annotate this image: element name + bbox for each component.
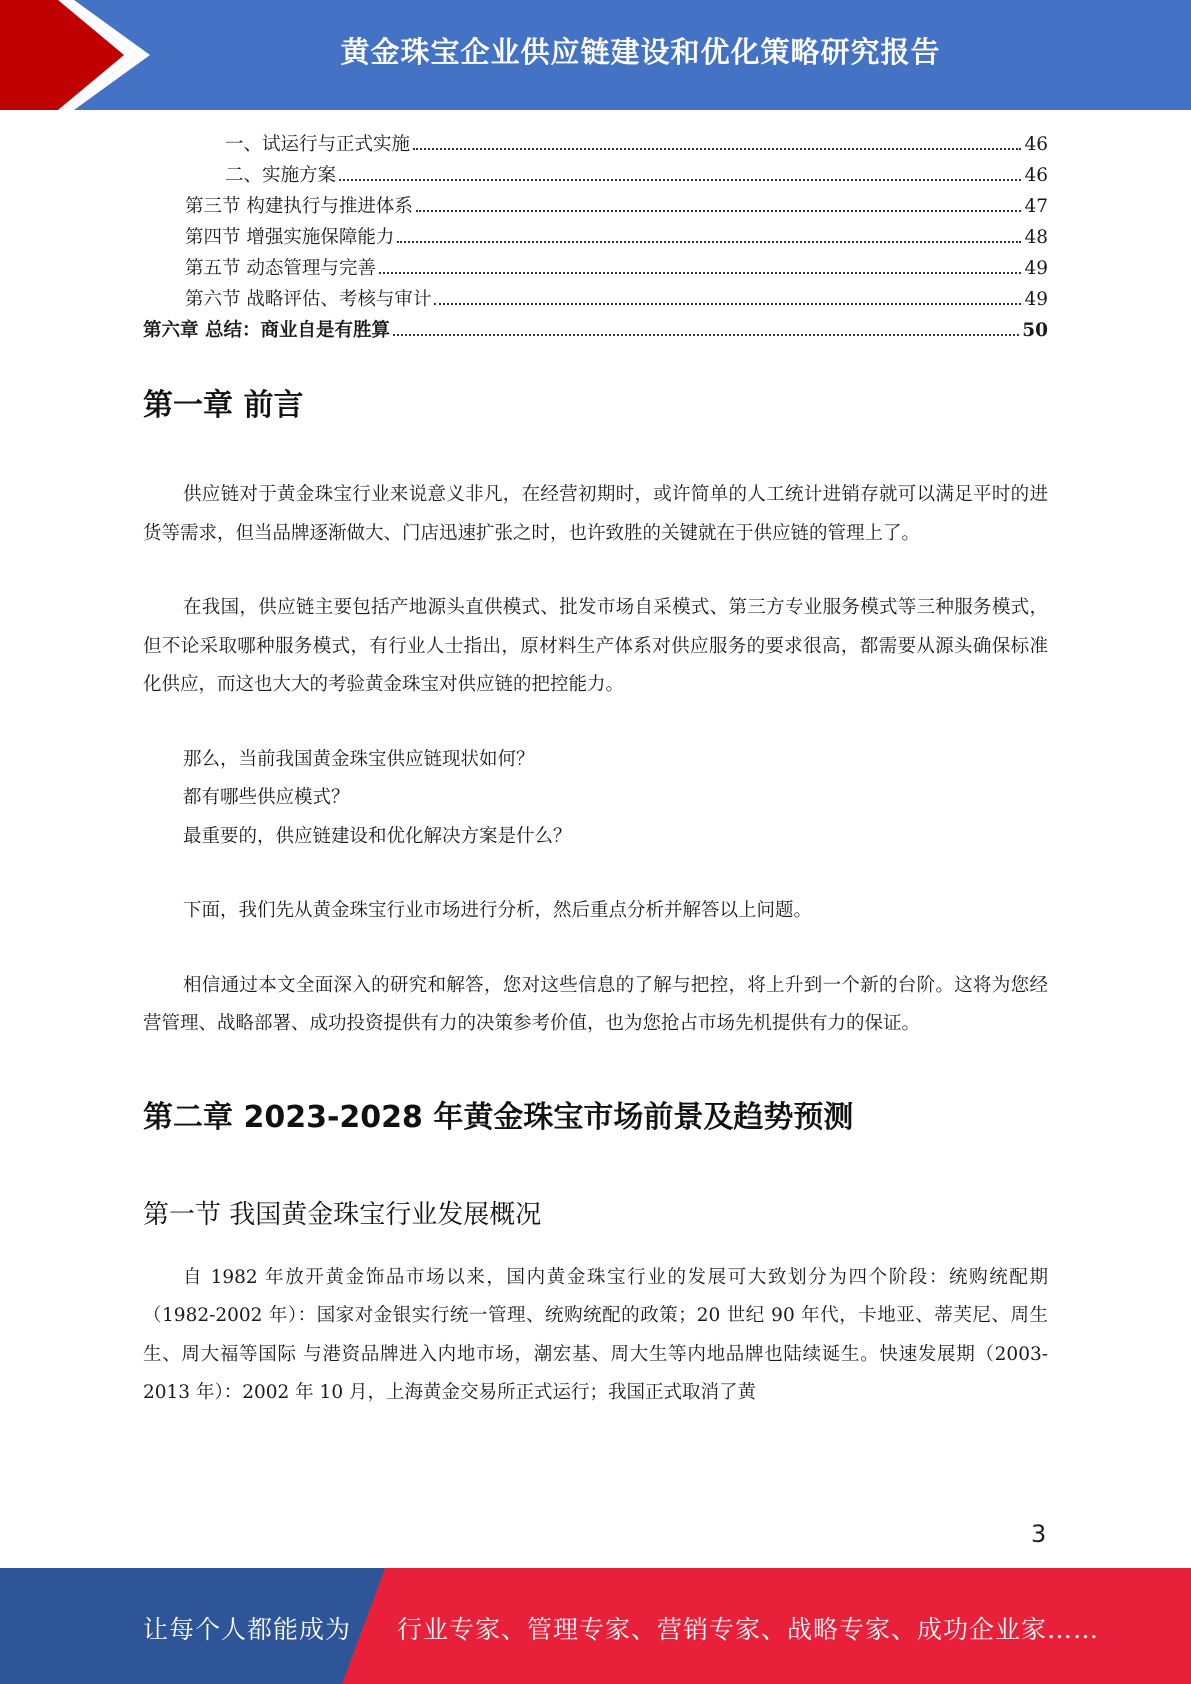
toc-entry[interactable]: [143, 160, 1048, 191]
paragraph: 下面，我们先从黄金珠宝行业市场进行分析，然后重点分析并解答以上问题。: [183, 900, 813, 921]
header-arrow-decoration: [0, 0, 160, 110]
page-number: 3: [1031, 1520, 1047, 1548]
toc-dot-leader: [397, 241, 1021, 243]
paragraph: 在我国，供应链主要包括产地源头直供模式、批发市场自采模式、第三方专业服务模式等三种服务模式，但不论采取哪种服务模式，有行业人士指出，原材料生产体系对供应服务的要求很高，都需要从源头确保标准化供应，而这也大大的考验黄金珠宝对供应链的把控能力。: [143, 597, 1048, 695]
main-content: [143, 380, 1048, 1413]
toc-entry-label: 第四节 增强实施保障能力: [185, 227, 395, 248]
toc-entry[interactable]: [143, 222, 1048, 253]
chapter-heading: 第二章 2023-2028 年黄金珠宝市场前景及趋势预测: [143, 1099, 854, 1135]
toc-entry-page: 46: [1024, 134, 1048, 155]
toc-dot-leader: [416, 210, 1022, 212]
paragraph: 相信通过本文全面深入的研究和解答，您对这些信息的了解与把控，将上升到一个新的台阶。这将为您经营管理、战略部署、成功投资提供有力的决策参考价值，也为您抢占市场先机提供有力的保证。: [143, 974, 1048, 1034]
header-banner: [0, 0, 1191, 110]
toc-entry[interactable]: [143, 253, 1048, 284]
question-line: 都有哪些供应模式？: [183, 787, 350, 808]
toc-dot-leader: [393, 334, 1019, 336]
toc-entry-label: 一、试运行与正式实施: [225, 134, 411, 155]
paragraph: 供应链对于黄金珠宝行业来说意义非凡，在经营初期时，或许简单的人工统计进销存就可以满足平时的进货等需求，但当品牌逐渐做大、门店迅速扩张之时，也许致胜的关键就在于供应链的管理上了。: [143, 484, 1048, 544]
toc-entry-page: 48: [1024, 227, 1048, 248]
report-title: 黄金珠宝企业供应链建设和优化策略研究报告: [340, 35, 941, 69]
table-of-contents: [143, 129, 1048, 346]
toc-dot-leader: [339, 179, 1021, 181]
footer-slogan-right: 行业专家、管理专家、营销专家、战略专家、成功企业家……: [397, 1615, 1100, 1644]
footer-slogan-left: 让每个人都能成为: [143, 1615, 352, 1644]
toc-entry-page: 50: [1022, 320, 1048, 341]
chapter-heading: 第一章 前言: [143, 388, 304, 423]
toc-dot-leader: [413, 148, 1021, 150]
toc-dot-leader: [434, 303, 1021, 305]
toc-entry-label: 第三节 构建执行与推进体系: [185, 196, 413, 217]
toc-entry-page: 47: [1024, 196, 1048, 217]
toc-entry[interactable]: [143, 129, 1048, 160]
toc-entry[interactable]: [143, 315, 1048, 346]
toc-entry-page: 46: [1024, 165, 1048, 186]
toc-entry[interactable]: [143, 284, 1048, 315]
paragraph: 自 1982 年放开黄金饰品市场以来，国内黄金珠宝行业的发展可大致划分为四个阶段：统购统配期（1982-2002 年）：国家对金银实行统一管理、统购统配的政策；20 世纪 90 年代，卡地亚、蒂芙尼、周生生、周大福等国际 与港资品牌进入内地市场，潮宏基、周大生等内地品牌也陆续诞生。快速发展期（2003-2013 年）：2002 年 10 月，上海黄金交易所正式运行；我国正式取消了黄: [143, 1266, 1048, 1403]
toc-entry-label: 二、实施方案: [225, 165, 337, 186]
question-line: 那么，当前我国黄金珠宝供应链现状如何？: [183, 748, 535, 770]
question-line: 最重要的，供应链建设和优化解决方案是什么？: [183, 825, 572, 847]
toc-dot-leader: [379, 272, 1022, 274]
toc-entry-label: 第六章 总结：商业自是有胜算: [143, 320, 390, 341]
toc-entry-label: 第五节 动态管理与完善: [185, 258, 376, 279]
toc-entry-page: 49: [1024, 258, 1048, 279]
footer-banner: [0, 1568, 1191, 1684]
toc-entry-label: 第六节 战略评估、考核与审计: [185, 289, 432, 310]
toc-entry-page: 49: [1024, 289, 1048, 310]
section-heading: 第一节 我国黄金珠宝行业发展概况: [143, 1199, 542, 1230]
toc-entry[interactable]: [143, 191, 1048, 222]
